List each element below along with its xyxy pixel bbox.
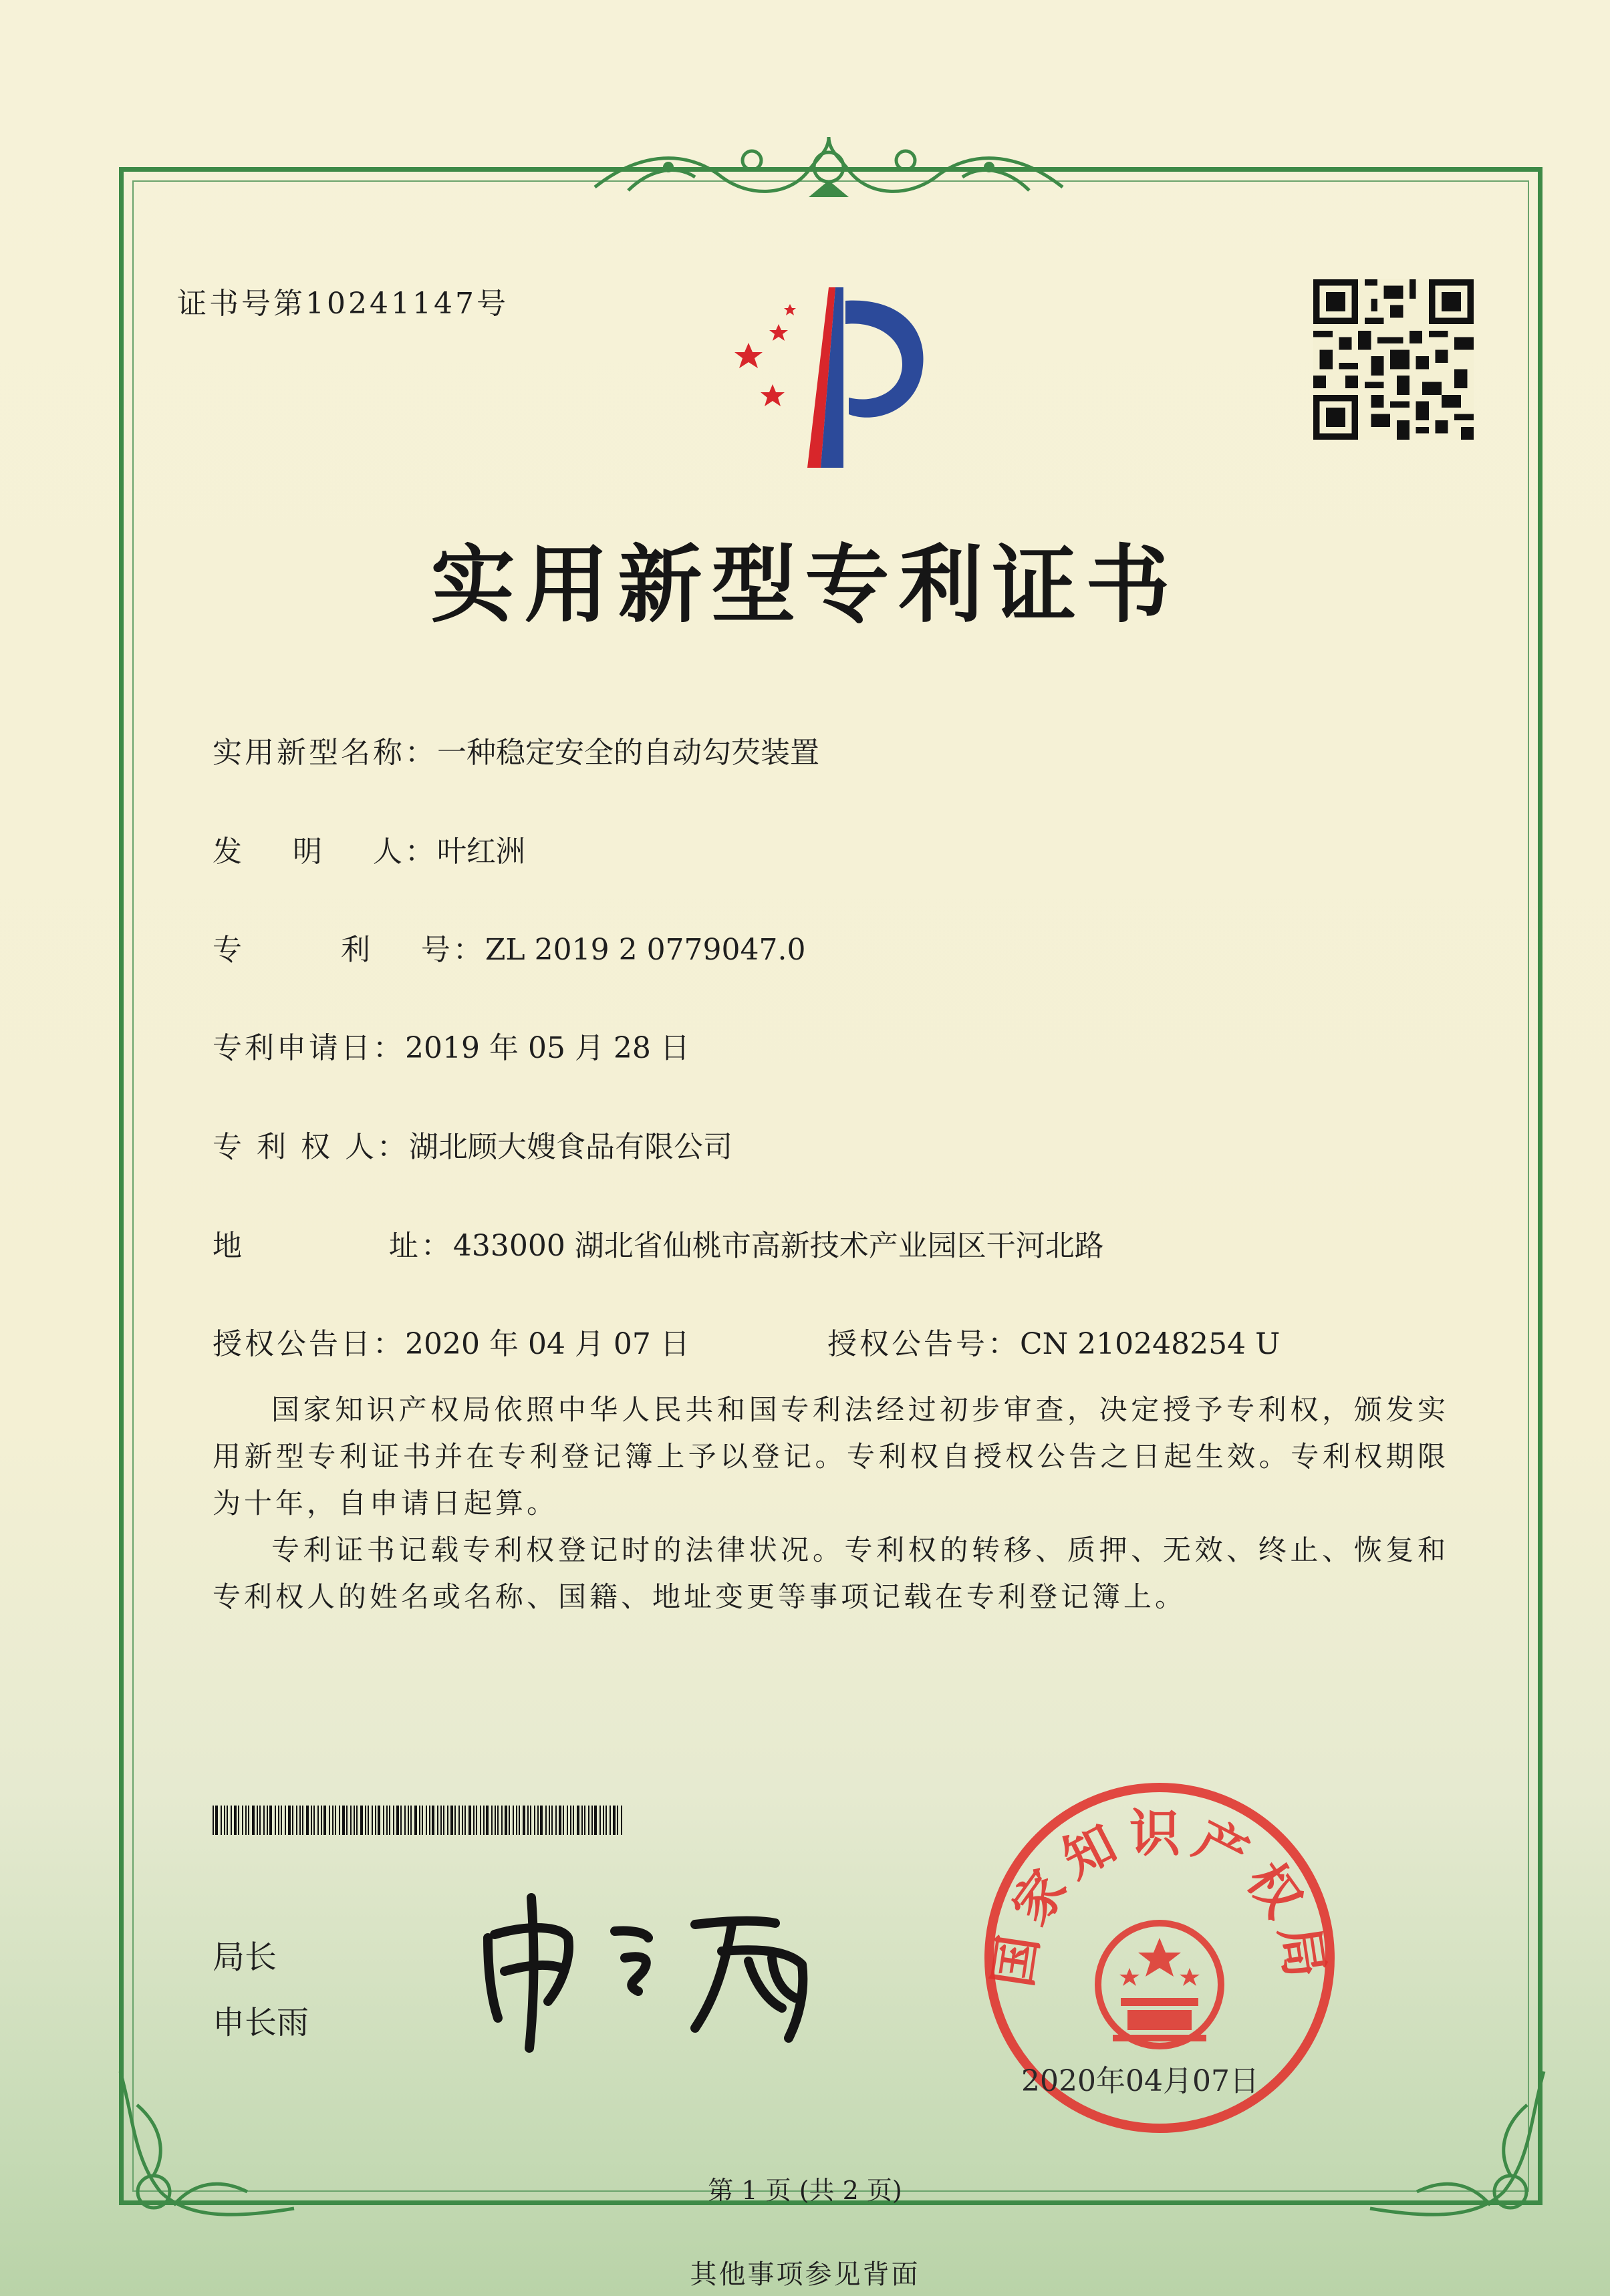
qr-code-icon xyxy=(1313,279,1474,440)
field-value: 一种稳定安全的自动勾芡装置 xyxy=(437,736,819,770)
field-label: 专利申请日： xyxy=(213,1031,405,1065)
certificate-body xyxy=(213,1387,1449,1620)
field-value: 2020 年 04 月 07 日 xyxy=(405,1327,690,1361)
field-label: 专 利 号： xyxy=(213,933,485,967)
field-grant-date xyxy=(213,1320,690,1362)
field-label: 实用新型名称： xyxy=(213,736,437,770)
certificate-title: 实用新型专利证书 xyxy=(430,535,1180,634)
field-label: 专 利 权 人： xyxy=(213,1130,409,1164)
field-label: 发 明 人： xyxy=(213,835,437,869)
certificate-number: 证书号第10241147号 xyxy=(177,287,509,321)
body-paragraph: 国家知识产权局依照中华人民共和国专利法经过初步审查，决定授予专利权，颁发实用新型专利证书并在专利登记簿上予以登记。专利权自授权公告之日起生效。专利权期限为十年，自申请日起算。 xyxy=(213,1393,1449,1520)
field-value: 2019 年 05 月 28 日 xyxy=(405,1031,690,1065)
field-address xyxy=(213,1222,1104,1264)
signatory-name: 申长雨 xyxy=(213,2004,309,2041)
field-grant-number xyxy=(827,1320,1280,1362)
cnipa-logo-icon xyxy=(702,277,969,478)
field-value: 湖北顾大嫂食品有限公司 xyxy=(408,1130,732,1164)
seal-text: 国家知识产权局 xyxy=(982,1804,1337,1991)
field-value: 433000 湖北省仙桃市高新技术产业园区干河北路 xyxy=(452,1229,1104,1263)
footer-note: 其他事项参见背面 xyxy=(690,2259,920,2290)
seal-date: 2020年04月07日 xyxy=(1021,2064,1259,2098)
page-number: 第 1 页 (共 2 页) xyxy=(708,2176,902,2205)
field-label: 授权公告号： xyxy=(827,1327,1020,1361)
field-value: CN 210248254 U xyxy=(1020,1327,1281,1361)
handwritten-signature xyxy=(468,1884,842,2058)
field-inventor xyxy=(213,827,525,870)
field-utility-model-name xyxy=(213,728,819,771)
field-label: 授权公告日： xyxy=(213,1327,405,1361)
field-label: 地 址： xyxy=(213,1229,453,1263)
field-patentee xyxy=(213,1123,732,1165)
field-value: ZL 2019 2 0779047.0 xyxy=(485,933,806,967)
barcode-icon xyxy=(213,1806,627,1835)
body-paragraph: 专利证书记载专利权登记时的法律状况。专利权的转移、质押、无效、终止、恢复和专利权人的姓名或名称、国籍、地址变更等事项记载在专利登记簿上。 xyxy=(213,1534,1449,1613)
field-value: 叶红洲 xyxy=(436,835,525,869)
field-filing-date xyxy=(213,1024,690,1066)
field-patent-number xyxy=(213,925,806,968)
signatory-role: 局长 xyxy=(213,1939,277,1976)
top-ornament-icon xyxy=(588,124,1069,210)
